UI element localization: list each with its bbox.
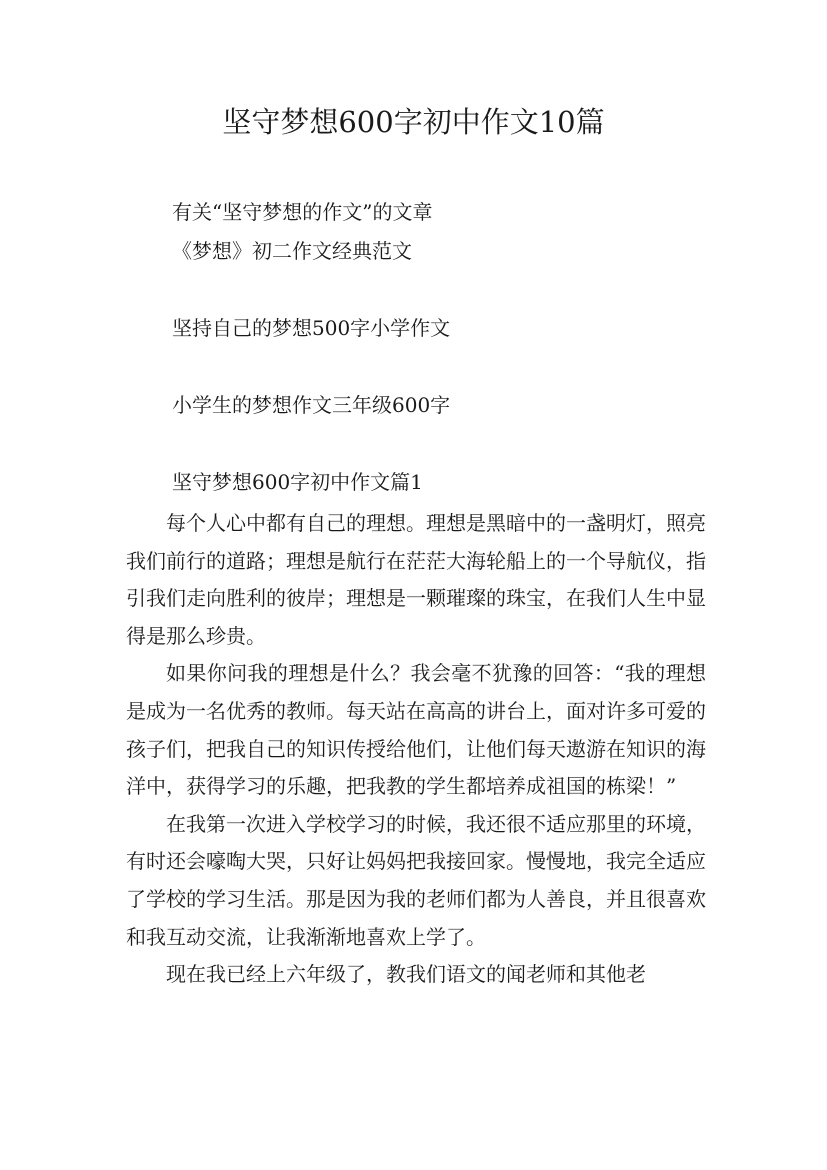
- essay-body: [126, 505, 706, 994]
- section-heading: 坚守梦想600字初中作文篇1: [172, 470, 423, 494]
- essay-paragraph: 如果你问我的理想是什么？我会毫不犹豫的回答：“我的理想是成为一名优秀的教师。每天站在高高的讲台上，面对许多可爱的孩子们，把我自己的知识传授给他们，让他们每天遨游在知识的海洋中，获得学习的乐趣，把我教的学生都培养成祖国的栋梁！”: [126, 661, 706, 799]
- essay-paragraph: 每个人心中都有自己的理想。理想是黑暗中的一盏明灯，照亮我们前行的道路；理想是航行在茫茫大海轮船上的一个导航仪，指引我们走向胜利的彼岸；理想是一颗璀璨的珠宝，在我们人生中显得是那么珍贵。: [126, 511, 706, 648]
- document-title: 坚守梦想600字初中作文10篇: [222, 105, 605, 139]
- related-article-link[interactable]: 《梦想》初二作文经典范文: [172, 239, 412, 263]
- related-articles-heading: 有关“坚守梦想的作文”的文章: [172, 200, 433, 224]
- related-article-link[interactable]: 小学生的梦想作文三年级600字: [172, 393, 451, 417]
- essay-paragraph: 在我第一次进入学校学习的时候，我还很不适应那里的环境，有时还会嚎啕大哭，只好让妈妈把我接回家。慢慢地，我完全适应了学校的学习生活。那是因为我的老师们都为人善良，并且很喜欢和我互动交流，让我渐渐地喜欢上学了。: [126, 811, 706, 949]
- essay-paragraph: 现在我已经上六年级了，教我们语文的闻老师和其他老: [166, 962, 646, 987]
- related-article-link[interactable]: 坚持自己的梦想500字小学作文: [172, 316, 451, 340]
